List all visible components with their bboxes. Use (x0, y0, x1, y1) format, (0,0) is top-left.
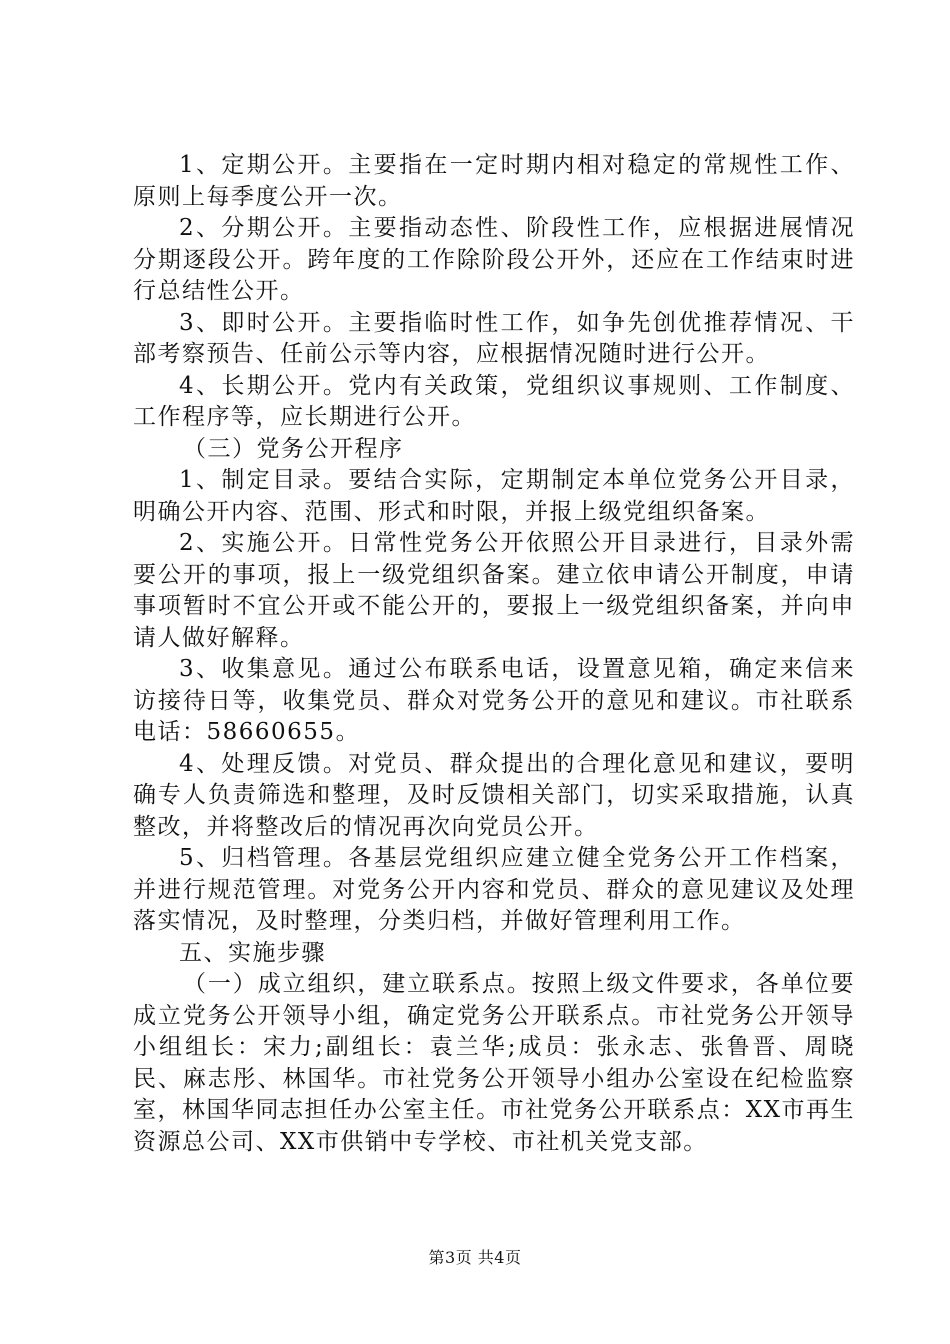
paragraph-archive-management: 5、归档管理。各基层党组织应建立健全党务公开工作档案，并进行规范管理。对党务公开内容和党员、群众的意见建议及处理落实情况，及时整理，分类归档，并做好管理利用工作。 (133, 845, 855, 934)
paragraph-phased-disclosure: 2、分期公开。主要指动态性、阶段性工作，应根据进展情况分期逐段公开。跨年度的工作除阶段公开外，还应在工作结束时进行总结性公开。 (133, 215, 855, 304)
section-heading-procedure: （三）党务公开程序 (183, 435, 404, 462)
section-heading-implementation-steps: 五、实施步骤 (179, 939, 326, 966)
paragraph-periodic-disclosure: 1、定期公开。主要指在一定时期内相对稳定的常规性工作、原则上每季度公开一次。 (133, 152, 855, 210)
paragraph-implement-disclosure: 2、实施公开。日常性党务公开依照公开目录进行，目录外需要公开的事项，报上一级党组织备案。建立依申请公开制度，申请事项暂时不宜公开或不能公开的，要报上一级党组织备案，并向申请人做好解释。 (133, 530, 855, 651)
paragraph-handle-feedback: 4、处理反馈。对党员、群众提出的合理化意见和建议，要明确专人负责筛选和整理，及时反馈相关部门，切实采取措施，认真整改，并将整改后的情况再次向党员公开。 (133, 750, 855, 840)
paragraph-collect-opinions: 3、收集意见。通过公布联系电话，设置意见箱，确定来信来访接待日等，收集党员、群众对党务公开的意见和建议。市社联系电话：58660655。 (133, 656, 855, 745)
paragraph-long-term-disclosure: 4、长期公开。党内有关政策，党组织议事规则、工作制度、工作程序等，应长期进行公开。 (133, 372, 855, 430)
paragraph-establish-organization: （一）成立组织，建立联系点。按照上级文件要求，各单位要成立党务公开领导小组，确定党务公开联系点。市社党务公开领导小组组长：宋力;副组长：袁兰华;成员：张永志、张鲁晋、周晓民、麻志彤、林国华。市社党务公开领导小组办公室设在纪检监察室，林国华同志担任办公室主任。市社党务公开联系点：XX市再生资源总公司、XX市供销中专学校、市社机关党支部。 (133, 971, 855, 1155)
document-body (133, 150, 855, 1158)
page-footer: 第3页 共4页 (428, 1248, 522, 1267)
paragraph-set-catalog: 1、制定目录。要结合实际，定期制定本单位党务公开目录，明确公开内容、范围、形式和时限，并报上级党组织备案。 (133, 467, 855, 525)
paragraph-immediate-disclosure: 3、即时公开。主要指临时性工作，如争先创优推荐情况、干部考察预告、任前公示等内容，应根据情况随时进行公开。 (133, 309, 855, 367)
